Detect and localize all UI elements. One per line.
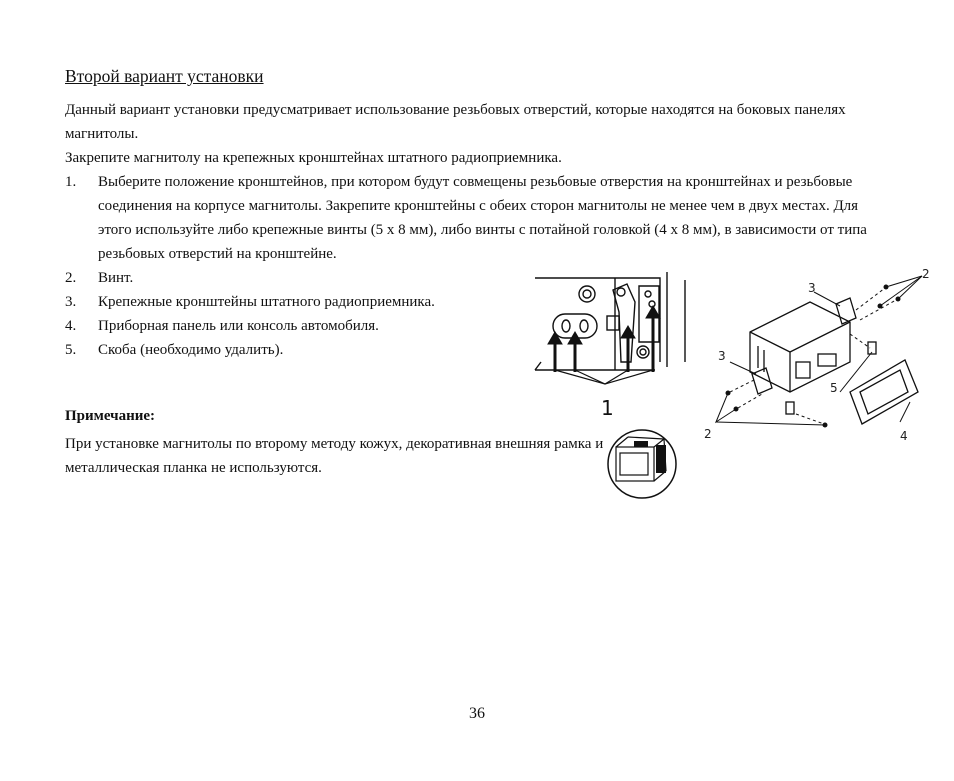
list-item-text: Приборная панель или консоль автомобиля. (98, 318, 379, 334)
list-item-text: Винт. (98, 270, 134, 286)
list-item-number: 3. (65, 294, 77, 310)
list-item (65, 170, 895, 266)
list-item-number: 2. (65, 270, 77, 286)
list-item-number: 5. (65, 342, 77, 358)
installation-exploded-figure (700, 262, 945, 452)
callout-label-2-bottom: 2 (704, 427, 712, 441)
callout-label-3-left: 3 (718, 349, 726, 363)
intro-instruction: Закрепите магнитолу на крепежных кронштейнах штатного радиоприемника. (65, 150, 562, 166)
section-title: Второй вариант установки (65, 66, 264, 86)
list-item-text: Выберите положение кронштейнов, при котором будут совмещены резьбовые отверстия на кронштейнах и резьбовые соединения на корпусе магнитолы. Закрепите кронштейны с обеих сторон магнитолы не менее чем в двух местах. Для этого используйте либо крепежные винты (5 х 8 мм), либо винты с потайной головкой (4 х 8 мм), в зависимости от типа резьбовых отверстий на кронштейне. (98, 174, 867, 262)
bracket-detail-figure (535, 272, 705, 422)
intro-paragraph: Данный вариант установки предусматривает использование резьбовых отверстий, которые находятся на боковых панелях магнитолы. (65, 102, 846, 142)
callout-label-4: 4 (900, 429, 908, 443)
page-number: 36 (469, 705, 485, 722)
callout-label-3-top: 3 (808, 281, 816, 295)
list-item-number: 1. (65, 174, 77, 190)
callout-label-1: 1 (601, 396, 614, 420)
callout-label-2-top: 2 (922, 267, 930, 281)
note-heading: Примечание: (65, 408, 156, 424)
list-item-number: 4. (65, 318, 77, 334)
inset-circle-figure (606, 425, 678, 503)
callout-label-5: 5 (830, 381, 838, 395)
list-item-text: Скоба (необходимо удалить). (98, 342, 284, 358)
note-text: При установке магнитолы по второму методу кожух, декоративная внешняя рамка и металлическая планка не используются. (65, 436, 604, 476)
list-item-text: Крепежные кронштейны штатного радиоприемника. (98, 294, 435, 310)
